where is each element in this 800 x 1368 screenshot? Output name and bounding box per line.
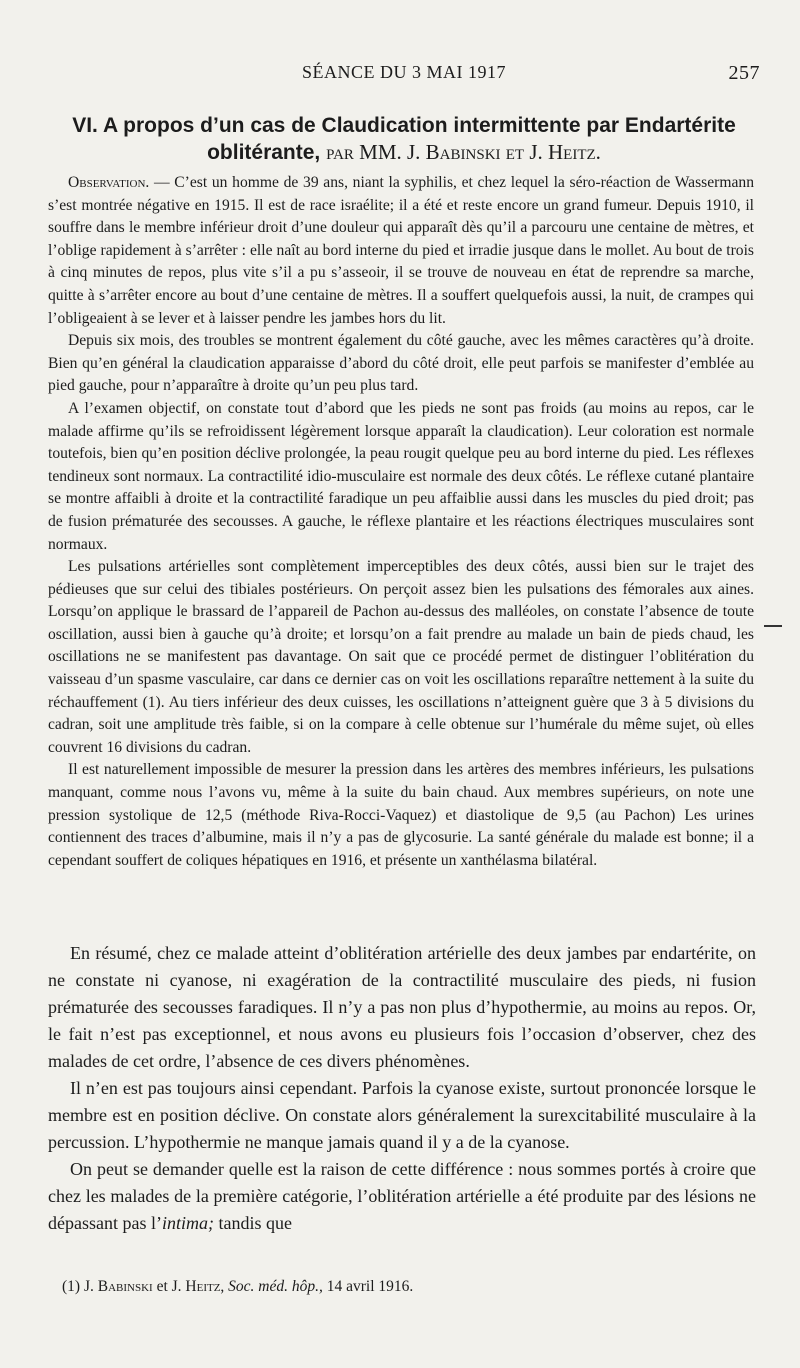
footnote-journal: Soc. méd. hôp., [228, 1278, 323, 1295]
footnote-author-2: Heitz, [185, 1278, 225, 1295]
title-line-1: VI. A propos d’un cas de Claudication intermittente par Endartérite [72, 114, 736, 137]
observation-lead: Observation. [68, 174, 150, 191]
page-number: 257 [728, 62, 760, 84]
footnote-author-1: Babinski [97, 1278, 153, 1295]
footnote-date: 14 avril 1916. [326, 1278, 414, 1295]
discussion-p3-b: tandis que [213, 1213, 292, 1233]
margin-mark [764, 625, 782, 627]
footnote-marker: (1) J. [62, 1278, 94, 1295]
discussion-p3-intima: intima; [161, 1213, 214, 1233]
title-oblitérante: oblitérante, [207, 141, 321, 164]
title-authors: par MM. J. Babinski et J. Heitz. [326, 140, 601, 164]
running-head: SÉANCE DU 3 MAI 1917 [301, 62, 506, 82]
discussion-section [48, 940, 756, 1237]
observation-section [48, 172, 754, 872]
observation-paragraph-2: Depuis six mois, des troubles se montrent également du côté gauche, avec les mêmes caractères qu’à droite. Bien qu’en général la claudication apparaisse d’abord du côté droit, elle peut parfois se manifester d’emblée au pied gauche, pour n’apparaître à droite qu’un peu plus tard. [48, 332, 754, 395]
discussion-paragraph-3 [48, 1156, 756, 1237]
discussion-paragraph-2: Il n’en est pas toujours ainsi cependant. Parfois la cyanose existe, surtout prononcée lorsque le membre est en position déclive. On constate alors généralement la surexcitabilité musculaire à la percussion. L’hypothermie ne manque jamais quand il y a de la cyanose. [48, 1078, 756, 1152]
discussion-p3-a: On peut se demander quelle est la raison de cette différence : nous sommes portés à croire que chez les malades de la première catégorie, l’oblitération artérielle a été produite par des lésions ne dépassant pas l’ [48, 1159, 756, 1233]
article-title [48, 112, 760, 166]
observation-paragraph-3: A l’examen objectif, on constate tout d’abord que les pieds ne sont pas froids (au moins au repos, car le malade affirme qu’ils se refroidissent légèrement lorsque apparaît la claudication). Leur coloration est normale toutefois, bien qu’en position déclive prolongée, la peau rougit quelque peu au bord interne du pied. Les réflexes tendineux sont normaux. La contractilité idio-musculaire est normale des deux côtés. Le réflexe cutané plantaire se montre affaibli à droite et la contractilité faradique un peu affaiblie aussi dans les muscles du pied droit; pas de fusion prématurée des secousses. A gauche, le réflexe plantaire et les réactions électriques musculaires sont normaux. [48, 399, 754, 553]
footnote-and: et J. [156, 1278, 182, 1295]
observation-p1-text: — C’est un homme de 39 ans, niant la syphilis, et chez lequel la séro-réaction de Wassermann s’est montrée négative en 1915. Il est de race israélite; il a été et reste encore un grand fumeur. Depuis 1910, il souffre dans le membre inférieur droit d’une douleur qui apparaît dès qu’il a parcouru une centaine de mètres, et l’oblige rapidement à s’arrêter : elle naît au bord interne du pied et irradie jusque dans le mollet. Au bout de trois à cinq minutes de repos, plus vite s’il a pu s’asseoir, il se trouve de nouveau en état de reprendre sa marche, quitte à s’arrêter encore au bout d’une centaine de mètres. Il a souffert quelquefois aussi, la nuit, de crampes qui l’obligeaient à se lever et à laisser pendre les jambes hors du lit. [48, 174, 754, 327]
discussion-paragraph-1: En résumé, chez ce malade atteint d’oblitération artérielle des deux jambes par endartérite, on ne constate ni cyanose, ni exagération de la contractilité musculaire des pieds, ni fusion prématurée des secousses faradiques. Il n’y a pas non plus d’hypothermie, au moins au repos. Or, le fait n’est pas exceptionnel, et nous avons eu plusieurs fois l’occasion d’observer, chez des malades de cet ordre, l’absence de ces divers phénomènes. [48, 943, 756, 1071]
observation-paragraph-5: Il est naturellement impossible de mesurer la pression dans les artères des membres inférieurs, les pulsations manquant, comme nous l’avons vu, même à la suite du bain chaud. Aux membres supérieurs, on note une pression systolique de 12,5 (méthode Riva-Rocci-Vaquez) et diastolique de 9,5 (au Pachon) Les urines contiennent des traces d’albumine, mais il n’y a pas de glycosurie. La santé générale du malade est bonne; il a cependant souffert de coliques hépatiques en 1916, et présente un xanthélasma bilatéral. [48, 761, 754, 869]
observation-paragraph-4: Les pulsations artérielles sont complètement imperceptibles des deux côtés, aussi bien sur le trajet des pédieuses que sur celui des tibiales postérieurs. On perçoit assez bien les pulsations des fémorales aux aines. Lorsqu’on applique le brassard de l’appareil de Pachon au-dessus des malléoles, on constate l’absence de toute oscillation, aussi bien à gauche qu’à droite; et lorsqu’on a fait prendre au malade un bain de pieds chaud, les oscillations ne se manifestent pas davantage. On sait que ce procédé permet de distinguer l’oblitération du vaisseau d’un spasme vasculaire, car dans ce dernier cas on voit les oscillations reparaître nettement à la suite du réchauffement (1). Au tiers inférieur des deux cuisses, les oscillations n’atteignent guère que 3 à 5 divisions du cadran, soit une amplitude très faible, si on la compare à celle obtenue sur l’humérale du même sujet, où elles couvrent 16 divisions du cadran. [48, 558, 754, 756]
page-header [48, 62, 760, 90]
title-line-2 [48, 139, 760, 166]
footnote [62, 1278, 752, 1296]
observation-paragraph-1 [48, 172, 754, 330]
